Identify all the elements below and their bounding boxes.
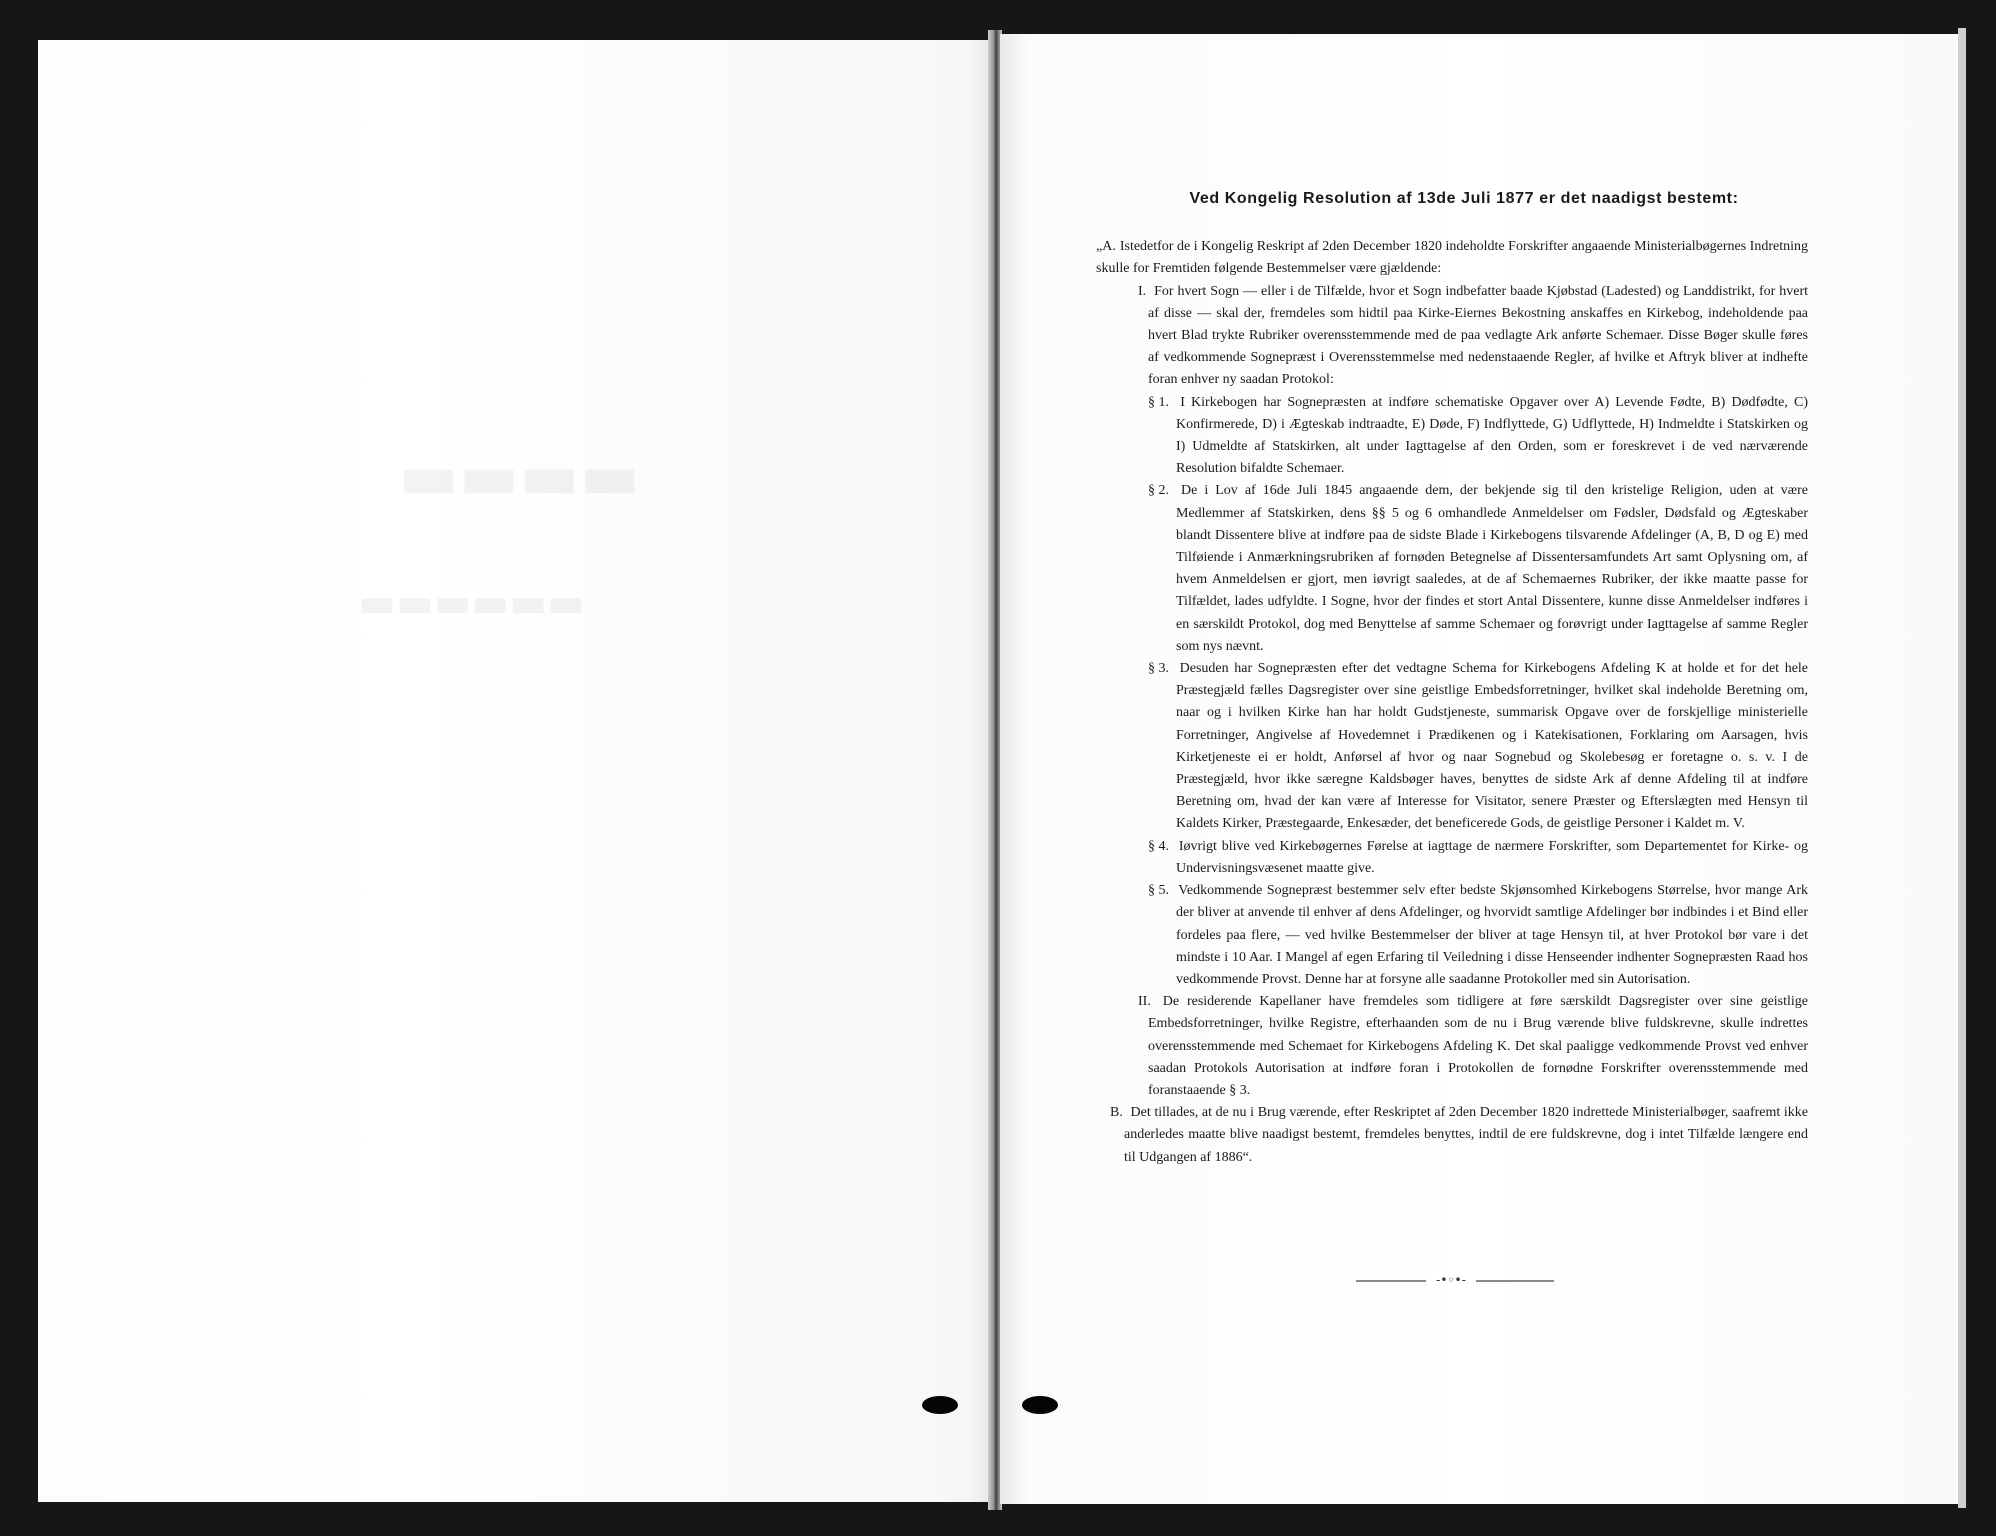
paragraph-5 — [1096, 880, 1808, 991]
paragraph-3 — [1096, 658, 1808, 836]
section-b-label: B. — [1110, 1105, 1123, 1121]
ornament-glyph: -•◦•- — [1426, 1274, 1476, 1286]
bleed-through-mark — [358, 580, 585, 626]
bleed-through-mark — [398, 440, 640, 514]
section-a-label: „A. — [1096, 239, 1116, 255]
paragraph-2 — [1096, 480, 1808, 658]
item-i-label: I. — [1138, 283, 1147, 299]
section-b-text: Det tillades, at de nu i Brug værende, efter Reskriptet af 2den December 1820 indrettede Ministerialbøger, saafremt ikke anderledes maatte blive naadigst bestemt, fremdeles benyttes, indtil de ere fuldskrevne, dog i intet Tilfælde længere end til Udgangen af 1886“. — [1124, 1105, 1809, 1165]
item-i-text: For hvert Sogn — eller i de Tilfælde, hvor et Sogn indbefatter baade Kjøbstad (Ladested) og Landdistrikt, for hvert af disse — skal der, fremdeles som hidtil paa Kirke-Eiernes Bekostning anskaffes en Kirkebog, indeholdende paa hvert Blad trykte Rubriker overensstemmende med de paa vedlagte Ark anførte Schemaer. Disse Bøger skulle føres af vedkommende Sognepræst i Overensstemmelse med nedenstaaende Regler, af hvilke et Aftryk bliver at indhefte foran enhver ny saadan Protokol: — [1148, 283, 1808, 388]
section-b — [1096, 1102, 1808, 1169]
paragraph-3-label: § 3. — [1148, 661, 1169, 677]
item-ii-text: De residerende Kapellaner have fremdeles som tidligere at føre særskildt Dagsregister over sine geistlige Embedsforretninger, hvilke Registre, efterhaanden som de nu i Brug værende blive fuldskrevne, skulle indrettes overensstemmende med Schemaet for Kirkebogens Afdeling K. Det skal paaligge vedkommende Provst ved enhver saadan Protokols Autorisation at indføre foran i Protokollen de fornødne Forskrifter overensstemmende med foranstaaende § 3. — [1148, 994, 1809, 1098]
paragraph-3-text: Desuden har Sognepræsten efter det vedtagne Schema for Kirkebogens Afdeling K at holde et for det hele Præstegjæld fælles Dagsregister over sine geistlige Embedsforretninger, hvilket skal indeholde Beretning om, naar og i hvilken Kirke han har holdt Gudstjeneste, summarisk Opgave over de forskjellige ministerielle Forretninger, Angivelse af Hovedemnet i Prædikenen og i Katekisationen, Forklaring om Aarsagen, hvis Kirketjeneste ei er holdt, Anførsel af hvor og naar Sognebud og Skolebesøg er foretagne o. s. v. I de Præstegjæld, hvor ikke særegne Kaldsbøger haves, benyttes de sidste Ark af denne Afdeling til at indføre Beretning om, hvad der kan være af Interesse for Visitator, senere Præster og Efterslægten med Hensyn til Kaldets Kirker, Præstegaarde, Enkesæder, det beneficerede Gods, de geistlige Personer i Kaldet m. V. — [1176, 661, 1809, 832]
resolution-text — [1096, 188, 1808, 1169]
paragraph-5-label: § 5. — [1148, 883, 1169, 899]
binding-hole — [1022, 1396, 1058, 1414]
paragraph-4-label: § 4. — [1148, 838, 1169, 854]
item-ii — [1096, 991, 1808, 1102]
binding-hole — [922, 1396, 958, 1414]
paragraph-2-label: § 2. — [1148, 483, 1169, 499]
paragraph-2-text: De i Lov af 16de Juli 1845 angaaende dem, der bekjende sig til den kristelige Religion, uden at være Medlemmer af Statskirken, dens §§ 5 og 6 omhandlede Anmeldelser om Fødsler, Dødsfald og Ægteskaber blandt Dissentere blive at indføre paa de sidste Blade i Kirkebogens tilsvarende Afdelinger (A, B, D og E) med Tilføiende i Anmærkningsrubriken af fornøden Betegnelse af Dissentersamfundets Art samt Oplysning om, af hvem Anmeldelsen er gjort, men iøvrigt saaledes, at de af Schemaernes Rubriker, der ikke maatte passe for Tilfældet, lades udfyldte. I Sogne, hvor der findes et stort Antal Dissentere, kunne disse Anmeldelser indføres i en særskildt Protokol, dog med Benyttelse af samme Schemaer og forøvrigt under Iagttagelse af samme Regler som nys nævnt. — [1176, 483, 1808, 654]
item-ii-label: II. — [1138, 994, 1151, 1010]
section-a-text: Istedetfor de i Kongelig Reskript af 2den December 1820 indeholdte Forskrifter angaaende Ministerialbøgernes Indretning skulle for Fremtiden følgende Bestemmelser være gjældende: — [1096, 239, 1808, 277]
paragraph-1-label: § 1. — [1148, 394, 1169, 410]
paragraph-1-text: I Kirkebogen har Sognepræsten at indføre schematiske Opgaver over A) Levende Fødte, B) Dødfødte, C) Konfirmerede, D) i Ægteskab indtraadte, E) Døde, F) Indflyttede, G) Udflyttede, H) Indmeldte i Statskirken og I) Udmeldte af Statskirken, alt under Iagttagelse af den Orden, som er foreskrevet i de ved nærværende Resolution bifaldte Schemaer. — [1176, 394, 1809, 477]
page-edge — [1958, 28, 1966, 1508]
section-a-intro — [1096, 236, 1808, 280]
paragraph-5-text: Vedkommende Sognepræst bestemmer selv efter bedste Skjønsomhed Kirkebogens Størrelse, hvor mange Ark der bliver at anvende til enhver af dens Afdelinger, og hvorvidt samtlige Afdelinger bør indbindes i et Bind eller fordeles paa flere, — ved hvilke Bestemmelser der bliver at tage Hensyn til, at hver Protokol bør vare i det mindste i 10 Aar. I Mangel af egen Erfaring til Veiledning i disse Henseender indhenter Sognepræsten Raad hos vedkommende Provst. Denne har at forsyne alle saadanne Protokoller med sin Autorisation. — [1176, 883, 1808, 987]
item-i — [1096, 281, 1808, 392]
paragraph-1 — [1096, 392, 1808, 481]
left-page-blank — [38, 40, 994, 1502]
document-title: Ved Kongelig Resolution af 13de Juli 1877 er det naadigst bestemt: — [1189, 190, 1739, 207]
paragraph-4-text: Iøvrigt blive ved Kirkebøgernes Førelse at iagttage de nærmere Forskrifter, som Departementet for Kirke- og Undervisningsvæsenet maatte give. — [1176, 838, 1809, 876]
paragraph-4 — [1096, 836, 1808, 880]
